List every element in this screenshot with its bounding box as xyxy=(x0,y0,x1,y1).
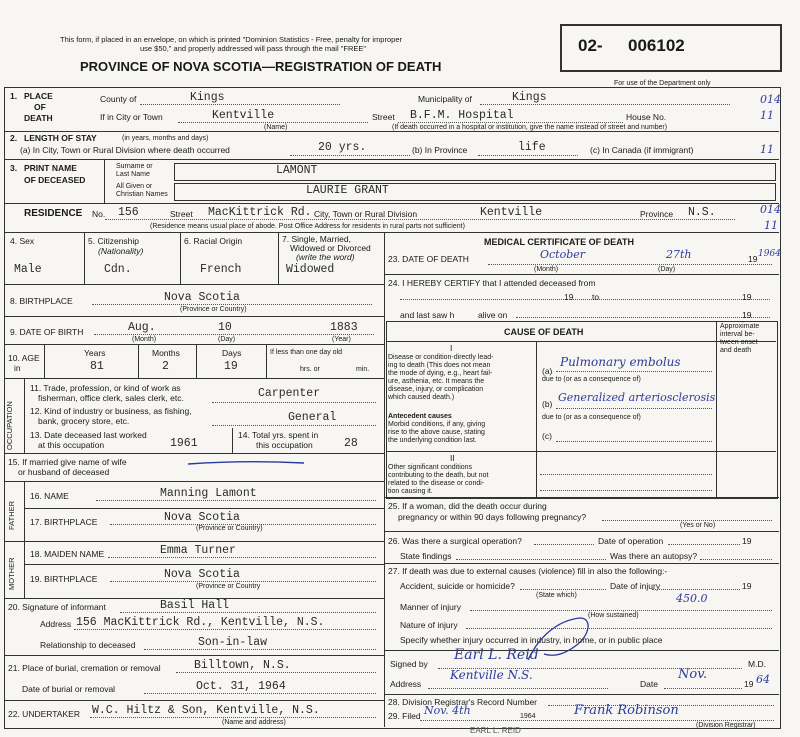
signature-flourish xyxy=(520,614,600,664)
residence-city-value: Kentville xyxy=(480,206,543,219)
physician-address-label: Address xyxy=(390,679,422,689)
free-mail-notice-1: This form, if placed in an envelope, on which is printed "Dominion Statistics - Free, penalty for improper xyxy=(60,35,402,44)
father-name-value: Manning Lamont xyxy=(160,487,257,500)
s2-number: 2. xyxy=(10,133,18,143)
hospital-note: (If death occurred in a hospital or institution, give the name instead of street and number) xyxy=(392,124,668,131)
place-of-death-label: PLACE xyxy=(24,91,53,101)
marital-status-label: 7. Single, Married, xyxy=(282,234,351,244)
birthplace-label: 8. BIRTHPLACE xyxy=(10,296,73,306)
surname-box xyxy=(174,163,776,181)
s3-number: 3. xyxy=(10,163,18,173)
residence-label: RESIDENCE xyxy=(24,208,83,219)
age-days-value: 19 xyxy=(224,360,238,373)
certify-label: 24. I HEREBY CERTIFY that I attended deceased from xyxy=(388,278,596,288)
registrar-signature: Frank Robinson xyxy=(574,703,679,718)
racial-origin-value: French xyxy=(200,263,242,276)
hours-label: hrs. or xyxy=(300,366,320,373)
occupation-side-label: OCCUPATION xyxy=(5,401,14,450)
s1-number: 1. xyxy=(10,91,18,101)
place-code-2: 11 xyxy=(760,109,774,122)
father-side-label: FATHER xyxy=(7,500,16,530)
citizenship-label: 5. Citizenship xyxy=(88,236,140,246)
surname-label: Surname or xyxy=(116,163,153,170)
disease-desc-2: ing to death (This does not mean xyxy=(388,362,491,369)
burial-place-value: Billtown, N.S. xyxy=(194,659,291,672)
sex-value: Male xyxy=(14,263,42,276)
undertaker-value: W.C. Hiltz & Son, Kentville, N.S. xyxy=(92,704,320,717)
age-label: 10. AGE xyxy=(8,353,40,363)
form-title: PROVINCE OF NOVA SCOTIA—REGISTRATION OF DEATH xyxy=(80,59,442,74)
length-of-stay-label: LENGTH OF STAY xyxy=(24,133,97,143)
due-to-a-label: due to (or as a consequence of) xyxy=(542,376,641,383)
age-days-label: Days xyxy=(222,348,242,358)
residence-code: 014 xyxy=(760,203,781,216)
date-of-birth-label: 9. DATE OF BIRTH xyxy=(10,327,84,337)
surname-label-2: Last Name xyxy=(116,171,150,178)
registrar-caption: (Division Registrar) xyxy=(696,722,756,729)
sex-label: 4. Sex xyxy=(10,236,35,246)
registration-number: 006102 xyxy=(628,36,685,55)
last-worked-label: 13. Date deceased last worked xyxy=(30,430,147,440)
surname-value: LAMONT xyxy=(276,164,318,177)
cause-a-value: Pulmonary embolus xyxy=(560,355,681,369)
age-years-value: 81 xyxy=(90,360,104,373)
relationship-label: Relationship to deceased xyxy=(40,640,136,650)
interval-label-1: Approximate xyxy=(720,323,760,330)
county-label: County of xyxy=(100,94,137,104)
municipality-label: Municipality of xyxy=(418,94,472,104)
mother-birthplace-caption: (Province or Country xyxy=(196,583,261,590)
burial-place-label: 21. Place of burial, cremation or removal xyxy=(8,663,161,673)
given-names-box xyxy=(174,183,776,201)
marital-status-value: Widowed xyxy=(286,263,335,276)
last-worked-value: 1961 xyxy=(170,437,198,450)
citizenship-value: Cdn. xyxy=(104,263,132,276)
registrar-record-label: 28. Division Registrar's Record Number xyxy=(388,697,538,707)
spouse-label: 15. If married give name of wife xyxy=(8,457,127,467)
physician-signature: Earl L. Reid xyxy=(454,647,539,663)
given-names-label-2: Christian Names xyxy=(116,191,168,198)
residence-note: (Residence means usual place of abode. Post Office Address for residents in rural parts not sufficient) xyxy=(150,223,465,230)
last-saw-label: and last saw h xyxy=(400,310,455,320)
undertaker-label: 22. UNDERTAKER xyxy=(8,709,80,719)
part-ii-label: II xyxy=(450,453,455,463)
other-conditions-desc-1: contributing to the death, but not xyxy=(388,472,489,479)
stay-canada-label: (c) In Canada (if immigrant) xyxy=(590,145,694,155)
residence-province-value: N.S. xyxy=(688,206,716,219)
residence-street-label: Street xyxy=(170,209,193,219)
operation-date-label: Date of operation xyxy=(598,536,664,546)
interval-label-3: tween onset xyxy=(720,339,758,346)
other-conditions-label: Other significant conditions xyxy=(388,464,473,471)
dob-day-value: 10 xyxy=(218,321,232,334)
cause-c-label: (c) xyxy=(542,431,552,441)
death-month-value: October xyxy=(540,248,586,261)
mother-maiden-name-label: 18. MAIDEN NAME xyxy=(30,549,105,559)
occupation-11-label-2: fisherman, office clerk, sales clerk, etc. xyxy=(38,393,184,403)
signed-by-label: Signed by xyxy=(390,659,428,669)
interval-label-4: and death xyxy=(720,347,752,354)
municipality-value: Kings xyxy=(512,91,547,104)
medical-certificate-title: MEDICAL CERTIFICATE OF DEATH xyxy=(484,237,634,247)
alive-on-label: alive on xyxy=(478,310,508,320)
occupation-11-label: 11. Trade, profession, or kind of work as xyxy=(30,383,181,393)
other-conditions-desc-2: related to the disease or condi- xyxy=(388,480,485,487)
free-mail-notice-2: use $50," and properly addressed will pass through the mail "FREE" xyxy=(140,44,367,53)
attended-from-19: 19 xyxy=(564,292,574,302)
street-label: Street xyxy=(372,112,395,122)
autopsy-question: Was there an autopsy? xyxy=(610,551,698,561)
death-year-value: 1964 xyxy=(758,249,781,259)
filed-label: 29. Filed xyxy=(388,711,421,721)
industry-value: General xyxy=(288,411,337,424)
disease-desc-1: Disease or condition-directly lead- xyxy=(388,354,494,361)
residence-code-2: 11 xyxy=(764,219,778,232)
residence-province-label: Province xyxy=(640,209,674,219)
cause-a-label: (a) xyxy=(542,366,553,376)
residence-no-label: No. xyxy=(92,209,106,219)
physician-typed-name: EARL L. REID xyxy=(470,726,521,735)
how-sustained-caption: (How sustained) xyxy=(588,612,639,619)
mother-birthplace-label: 19. BIRTHPLACE xyxy=(30,574,98,584)
stay-province-value: life xyxy=(518,141,546,154)
county-value: Kings xyxy=(190,91,225,104)
mother-side-label: MOTHER xyxy=(7,557,16,590)
father-birthplace-value: Nova Scotia xyxy=(164,511,240,524)
dob-year-caption: (Year) xyxy=(332,336,351,343)
nature-label: Nature of injury xyxy=(400,620,458,630)
less-than-day-label: If less than one day old xyxy=(270,349,342,356)
age-years-label: Years xyxy=(84,348,106,358)
city-town-label: If in City or Town xyxy=(100,112,163,122)
disease-desc-5: disease, injury, or complication xyxy=(388,386,484,393)
part-i-label: I xyxy=(450,343,453,353)
father-birthplace-label: 17. BIRTHPLACE xyxy=(30,517,98,527)
death-month-caption: (Month) xyxy=(534,266,559,273)
external-causes-label: 27. If death was due to external causes (violence) fill in also the following:- xyxy=(388,566,668,576)
date-of-death-label: 23. DATE OF DEATH xyxy=(388,254,469,264)
last-worked-label-2: at this occupation xyxy=(38,440,105,450)
dob-year-value: 1883 xyxy=(330,321,358,334)
injury-year-19: 19 xyxy=(742,581,752,591)
residence-street-value: MacKittrick Rd. xyxy=(208,206,312,219)
city-town-value: Kentville xyxy=(212,109,275,122)
physician-address-value: Kentville N.S. xyxy=(450,668,533,682)
dob-month-value: Aug. xyxy=(128,321,156,334)
mother-birthplace-value: Nova Scotia xyxy=(164,568,240,581)
stay-city-label: (a) In City, Town or Rural Division where death occurred xyxy=(20,145,230,155)
dob-month-caption: (Month) xyxy=(132,336,157,343)
stay-city-value: 20 yrs. xyxy=(318,141,367,154)
disease-desc-4: ure, asthenia, etc. It means the xyxy=(388,378,485,385)
father-birthplace-caption: (Province or Country) xyxy=(196,525,263,532)
of-deceased-label: OF DECEASED xyxy=(24,175,86,185)
other-conditions-desc-3: tion causing it. xyxy=(388,488,433,495)
antecedent-desc-1: Morbid conditions, if any, giving xyxy=(388,421,486,428)
spouse-blank-stroke xyxy=(186,458,306,468)
total-years-label: 14. Total yrs. spent in xyxy=(238,430,319,440)
minutes-label: min. xyxy=(356,366,370,373)
department-use-note: For use of the Department only xyxy=(614,80,711,87)
total-years-label-2: this occupation xyxy=(256,440,313,450)
cause-b-label: (b) xyxy=(542,399,553,409)
specify-label: Specify whether injury occurred in industry, in home, or in public place xyxy=(400,635,663,645)
industry-12-label: 12. Kind of industry or business, as fishing, xyxy=(30,406,192,416)
state-findings-label: State findings xyxy=(400,551,452,561)
yes-no-caption: (Yes or No) xyxy=(680,522,716,529)
street-value: B.F.M. Hospital xyxy=(410,109,514,122)
attended-to-19: 19 xyxy=(742,292,752,302)
length-of-stay-sub: (in years, months and days) xyxy=(122,135,209,142)
stay-code: 11 xyxy=(760,143,774,156)
md-label: M.D. xyxy=(748,659,766,669)
residence-city-label: City, Town or Rural Division xyxy=(314,209,418,219)
disease-desc-6: which caused death.) xyxy=(388,394,455,401)
burial-date-label: Date of burial or removal xyxy=(22,684,116,694)
stay-province-label: (b) In Province xyxy=(412,145,468,155)
spouse-label-2: or husband of deceased xyxy=(18,467,110,477)
racial-origin-label: 6. Racial Origin xyxy=(184,236,243,246)
registration-number-prefix: 02- xyxy=(578,36,603,55)
pregnancy-question: 25. If a woman, did the death occur during xyxy=(388,501,547,511)
antecedent-desc-2: rise to the above cause, stating xyxy=(388,429,485,436)
residence-no-value: 156 xyxy=(118,206,139,219)
injury-date-label: Date of injury xyxy=(610,581,661,591)
birthplace-caption: (Province or Country) xyxy=(180,306,247,313)
place-of-death-label-2: OF xyxy=(34,102,46,112)
age-months-label: Months xyxy=(152,348,180,358)
place-of-death-label-3: DEATH xyxy=(24,113,53,123)
antecedent-label: Antecedent causes xyxy=(388,413,452,420)
marital-status-label-3: (write the word) xyxy=(296,252,355,262)
industry-12-label-2: bank, grocery store, etc. xyxy=(38,416,130,426)
relationship-value: Son-in-law xyxy=(198,636,268,649)
place-code: 014 xyxy=(760,93,781,106)
surgery-question: 26. Was there a surgical operation? xyxy=(388,536,522,546)
interval-label-2: interval be- xyxy=(720,331,755,338)
cause-of-death-title: CAUSE OF DEATH xyxy=(504,327,584,337)
disease-desc-3: the mode of dying, e.g., heart fail- xyxy=(388,370,493,377)
physician-year-value: 64 xyxy=(756,673,770,686)
given-names-value: LAURIE GRANT xyxy=(306,184,389,197)
father-name-label: 16. NAME xyxy=(30,491,69,501)
antecedent-desc-3: the underlying condition last. xyxy=(388,437,477,444)
dob-day-caption: (Day) xyxy=(218,336,236,343)
marital-status-label-2: Widowed or Divorced xyxy=(290,243,371,253)
print-name-label: PRINT NAME xyxy=(24,163,77,173)
cause-b-value: Generalized arteriosclerosis xyxy=(558,391,716,404)
operation-year-19: 19 xyxy=(742,536,752,546)
pregnancy-question-2: pregnancy or within 90 days following pregnancy? xyxy=(398,512,587,522)
attended-to-label: to xyxy=(592,292,600,302)
death-year-prefix: 19 xyxy=(748,254,758,264)
burial-date-value: Oct. 31, 1964 xyxy=(196,680,286,693)
death-day-caption: (Day) xyxy=(658,266,676,273)
occupation-value: Carpenter xyxy=(258,387,321,400)
manner-label: Manner of injury xyxy=(400,602,461,612)
physician-year-prefix: 19 xyxy=(744,679,754,689)
mother-maiden-name-value: Emma Turner xyxy=(160,544,236,557)
due-to-b-label: due to (or as a consequence of) xyxy=(542,414,641,421)
injury-code: 450.0 xyxy=(676,592,708,605)
accident-question: Accident, suicide or homicide? xyxy=(400,581,515,591)
name-caption: (Name) xyxy=(264,124,288,131)
physician-date-label: Date xyxy=(640,679,658,689)
alive-on-19: 19 xyxy=(742,310,752,320)
total-years-value: 28 xyxy=(344,437,358,450)
given-names-label: All Given or xyxy=(116,183,153,190)
age-months-value: 2 xyxy=(162,360,169,373)
house-no-label: House No. xyxy=(626,112,667,122)
nationality-label: (Nationality) xyxy=(98,246,144,256)
informant-address-label: Address xyxy=(40,619,72,629)
filed-year-value: 1964 xyxy=(520,713,536,720)
filed-date-value: Nov. 4th xyxy=(424,704,471,717)
undertaker-caption: (Name and address) xyxy=(222,719,286,726)
state-which-caption: (State which) xyxy=(536,592,577,599)
physician-date-value: Nov. xyxy=(678,667,708,682)
birthplace-value: Nova Scotia xyxy=(164,291,240,304)
death-day-value: 27th xyxy=(666,248,692,261)
informant-value: Basil Hall xyxy=(160,599,230,612)
age-in-label: in xyxy=(14,363,21,373)
informant-label: 20. Signature of informant xyxy=(8,602,106,612)
informant-address-value: 156 MacKittrick Rd., Kentville, N.S. xyxy=(76,616,325,629)
